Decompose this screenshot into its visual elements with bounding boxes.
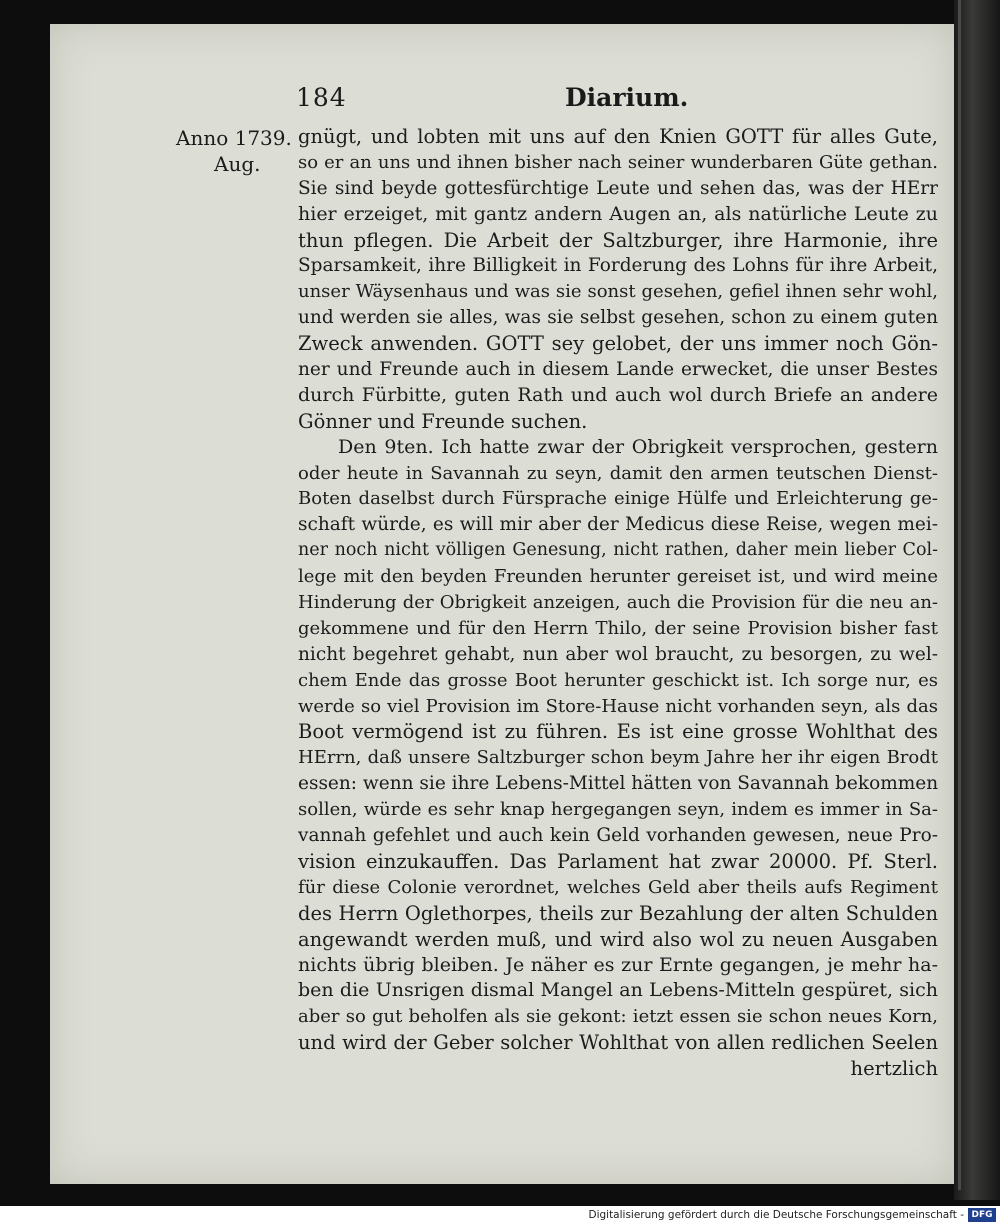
text-line: aber so gut beholfen als sie gekont: ietzt essen sie schon neues Korn, [298, 1006, 938, 1028]
text-line: schaft würde, es will mir aber der Medicus diese Reise, wegen mei- [298, 514, 938, 536]
text-line: unser Wäysenhaus und was sie sonst gesehen, gefiel ihnen sehr wohl, [298, 281, 938, 303]
catchword: hertzlich [850, 1057, 938, 1081]
text-line: und wird der Geber solcher Wohlthat von allen redlichen Seelen [298, 1031, 938, 1055]
text-line: und werden sie alles, was sie selbst gesehen, schon zu einem guten [298, 307, 938, 329]
text-line: vannah gefehlet und auch kein Geld vorhanden gewesen, neue Pro- [298, 825, 938, 847]
text-line: Den 9ten. Ich hatte zwar der Obrigkeit versprochen, gestern [338, 435, 938, 458]
margin-date-note [176, 125, 301, 177]
text-line: werde so viel Provision im Store-Hause nicht vorhanden seyn, als das [298, 695, 938, 717]
body-text [298, 124, 938, 1082]
text-line: gekommene und für den Herrn Thilo, der seine Provision bisher fast [298, 617, 938, 639]
running-head: Diarium. [565, 83, 689, 112]
text-line: ner noch nicht völligen Genesung, nicht rathen, daher mein lieber Col- [298, 540, 938, 561]
text-line: oder heute in Savannah zu seyn, damit den armen teutschen Dienst- [298, 462, 938, 484]
page-header [0, 83, 1000, 117]
text-line: angewandt werden muß, und wird also wol zu neuen Ausgaben [298, 927, 938, 951]
text-line: ner und Freunde auch in diesem Lande erwecket, die unser Bestes [298, 359, 938, 381]
text-line: gnügt, und lobten mit uns auf den Knien GOTT für alles Gute, [298, 125, 938, 148]
text-line: essen: wenn sie ihre Lebens-Mittel hätten von Savannah bekommen [298, 773, 938, 795]
page-edge-line [958, 0, 961, 1190]
text-line: Boot vermögend ist zu führen. Es ist eine grosse Wohlthat des [298, 720, 938, 744]
text-line: HErrn, daß unsere Saltzburger schon beym Jahre her ihr eigen Brodt [298, 747, 938, 769]
text-line: Sparsamkeit, ihre Billigkeit in Forderung des Lohns für ihre Arbeit, [298, 255, 938, 277]
text-line: durch Fürbitte, guten Rath und auch wol durch Briefe an andere [298, 383, 938, 406]
text-line: nichts übrig bleiben. Je näher es zur Ernte gegangen, je mehr ha- [298, 953, 938, 976]
text-line: Hinderung der Obrigkeit anzeigen, auch die Provision für die neu an- [298, 592, 938, 614]
text-line: chem Ende das grosse Boot herunter geschickt ist. Ich sorge nur, es [298, 669, 938, 691]
text-line: Boten daselbst durch Fürsprache einige Hülfe und Erleichterung ge- [298, 488, 938, 510]
text-line: vision einzukauffen. Das Parlament hat zwar 20000. Pf. Sterl. [298, 849, 938, 873]
text-line: Sie sind beyde gottesfürchtige Leute und sehen das, was der HErr [298, 177, 938, 199]
dfg-logo: DFG [968, 1208, 996, 1222]
text-line: so er an uns und ihnen bisher nach seiner wunderbaren Güte gethan. [298, 151, 938, 173]
text-line: thun pflegen. Die Arbeit der Saltzburger, ihre Harmonie, ihre [298, 228, 938, 252]
text-line: Zweck anwenden. GOTT sey gelobet, der uns immer noch Gön- [298, 332, 938, 356]
text-line: lege mit den beyden Freunden herunter gereiset ist, und wird meine [298, 566, 938, 588]
text-line: hier erzeiget, mit gantz andern Augen an, als natürliche Leute zu [298, 202, 938, 225]
page-number: 184 [296, 83, 347, 112]
funding-credit: Digitalisierung gefördert durch die Deutsche Forschungsgemeinschaft - [588, 1209, 964, 1221]
text-line: ben die Unsrigen dismal Mangel an Lebens-Mitteln gespüret, sich [298, 979, 938, 1002]
text-line: sollen, würde es sehr knap hergegangen seyn, indem es immer in Sa- [298, 799, 938, 821]
text-line: für diese Colonie verordnet, welches Geld aber theils aufs Regiment [298, 876, 938, 898]
text-line: nicht begehret gehabt, nun aber wol braucht, zu besorgen, zu wel- [298, 643, 938, 665]
text-line: Gönner und Freunde suchen. [298, 409, 588, 433]
margin-month: Aug. [214, 152, 261, 176]
text-line: des Herrn Oglethorpes, theils zur Bezahlung der alten Schulden [298, 901, 938, 925]
margin-year: Anno 1739. [176, 126, 292, 150]
